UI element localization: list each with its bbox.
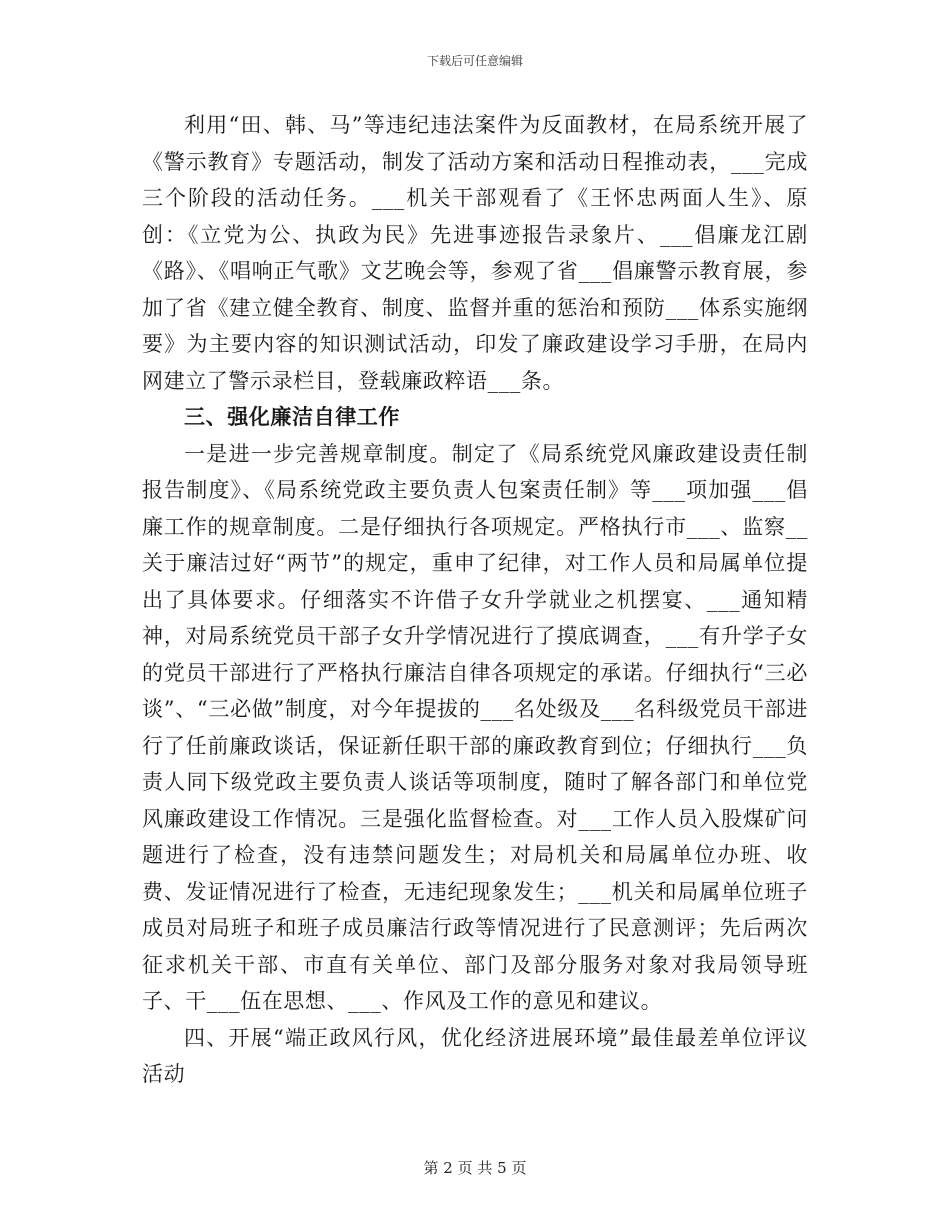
- section-title-self-discipline: 三、强化廉洁自律工作: [184, 405, 400, 429]
- page-number: 第 2 页 共 5 页: [423, 1159, 527, 1177]
- document-body: [142, 107, 808, 1093]
- header-note: 下载后可任意编辑: [426, 54, 523, 68]
- paragraph-warning-education: 利用“田、韩、马”等违纪违法案件为反面教材，在局系统开展了《警示教育》专题活动，制发了活动方案和活动日程推动表，___完成三个阶段的活动任务。___机关干部观看了《王怀忠两面人生》、原创：《立党为公、执政为民》先进事迹报告录象片、___倡廉龙江剧《路》、《唱响正气歌》文艺晚会等，参观了省___倡廉警示教育展，参加了省《建立健全教育、制度、监督并重的惩治和预防___体系实施纲要》为主要内容的知识测试活动，印发了廉政建设学习手册，在局内网建立了警示录栏目，登载廉政粹语___条。: [142, 113, 808, 393]
- paragraph-evaluation-activity: 四、开展“端正政风行风，优化经济进展环境”最佳最差单位评议活动: [142, 1025, 808, 1086]
- paragraph-self-discipline: 一是进一步完善规章制度。制定了《局系统党风廉政建设责任制报告制度》、《局系统党政主要负责人包案责任制》等___项加强___倡廉工作的规章制度。二是仔细执行各项规定。严格执行市___、监察__关于廉洁过好“两节”的规定，重申了纪律，对工作人员和局属单位提出了具体要求。仔细落实不许借子女升学就业之机摆宴、___通知精神，对局系统党员干部子女升学情况进行了摸底调查，___有升学子女的党员干部进行了严格执行廉洁自律各项规定的承诺。仔细执行“三必谈”、“三必做”制度，对今年提拔的___名处级及___名科级党员干部进行了任前廉政谈话，保证新任职干部的廉政教育到位；仔细执行___负责人同下级党政主要负责人谈话等项制度，随时了解各部门和单位党风廉政建设工作情况。三是强化监督检查。对___工作人员入股煤矿问题进行了检查，没有违禁问题发生；对局机关和局属单位办班、收费、发证情况进行了检查，无违纪现象发生；___机关和局属单位班子成员对局班子和班子成员廉洁行政等情况进行了民意测评；先后两次征求机关干部、市直有关单位、部门及部分服务对象对我局领导班子、干___伍在思想、___、作风及工作的意见和建议。: [142, 441, 808, 1013]
